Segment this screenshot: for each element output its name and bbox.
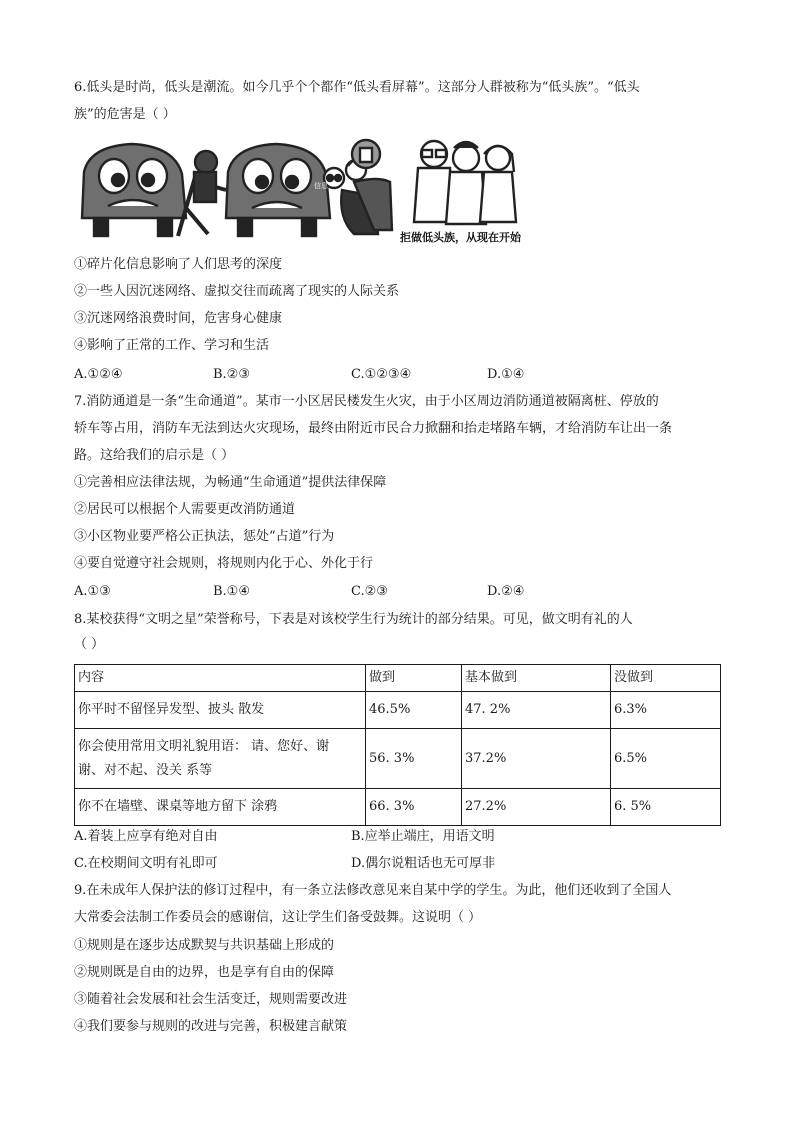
q7-option-c[interactable]: C.②③ [351, 584, 388, 599]
q7-statement-2: ②居民可以根据个人需要更改消防通道 [74, 502, 296, 517]
header-mostly-done: 基本做到 [462, 665, 611, 692]
q9-statement-3: ③随着社会发展和社会生活变迁，规则需要改进 [74, 992, 348, 1007]
q9-stem-line-1: 9.在未成年人保护法的修订过程中，有一条立法修改意见来自某中学的学生。为此，他们还收到了全国人 [74, 883, 672, 898]
q8-option-d[interactable]: D.偶尔说粗话也无可厚非 [351, 856, 496, 871]
phone-label: 信息 [314, 182, 328, 190]
q7-stem-line-2: 轿车等占用，消防车无法到达火灾现场，最终由附近市民合力掀翻和抬走堵路车辆，才给消防车让出一条 [74, 421, 673, 436]
q9-stem-line-2: 大常委会法制工作委员会的感谢信，这让学生们备受鼓舞。这说明（ ） [74, 910, 482, 925]
table-row [75, 729, 721, 789]
q6-stem-line-1: 6.低头是时尚，低头是潮流。如今几乎个个都作“低头看屏幕”。这部分人群被称为“低头族”。“低头 [74, 80, 640, 95]
table-row [75, 692, 721, 729]
q9-statement-2: ②规则既是自由的边界，也是享有自由的保障 [74, 965, 335, 980]
behavior-stats-table [74, 664, 721, 826]
q8-stem-line-2: （ ） [74, 637, 105, 652]
row-content: 你不在墙壁、课桌等地方留下 涂鸦 [75, 789, 366, 826]
row-done: 66. 3% [366, 789, 462, 826]
row-content: 你平时不留怪异发型、披头 散发 [75, 692, 366, 729]
row-done: 56. 3% [366, 729, 462, 789]
q6-stem-line-2: 族”的危害是（ ） [74, 107, 176, 122]
row-mostly-done: 37.2% [462, 729, 611, 789]
q7-option-d[interactable]: D.②④ [487, 584, 525, 599]
cartoon-caption: 拒做低头族，从现在开始 [400, 231, 521, 244]
q8-options-row-1 [74, 828, 724, 846]
q9-statement-1: ①规则是在逐步达成默契与共识基础上形成的 [74, 938, 335, 953]
q6-statement-4: ④影响了正常的工作、学习和生活 [74, 338, 270, 353]
q6-option-c[interactable]: C.①②③④ [351, 367, 412, 382]
header-done: 做到 [366, 665, 462, 692]
q8-option-b[interactable]: B.应举止端庄，用语文明 [351, 829, 495, 844]
q7-statement-4: ④要自觉遵守社会规则，将规则内化于心、外化于行 [74, 556, 374, 571]
row-mostly-done: 27.2% [462, 789, 611, 826]
row-not-done: 6. 5% [611, 789, 721, 826]
q8-option-c[interactable]: C.在校期间文明有礼即可 [74, 856, 218, 871]
q6-options [74, 366, 724, 384]
row-mostly-done: 47. 2% [462, 692, 611, 729]
q7-options [74, 583, 724, 601]
q7-statement-3: ③小区物业要严格公正执法，惩处“占道”行为 [74, 529, 335, 544]
q7-stem-line-1: 7.消防通道是一条“生命通道”。某市一小区居民楼发生火灾，由于小区周边消防通道被隔离桩、停放的 [74, 394, 659, 409]
header-not-done: 没做到 [611, 665, 721, 692]
row-not-done: 6.5% [611, 729, 721, 789]
q6-statement-3: ③沉迷网络浪费时间，危害身心健康 [74, 311, 283, 326]
q7-option-b[interactable]: B.①④ [213, 584, 250, 599]
q6-option-a[interactable]: A.①②④ [74, 367, 123, 382]
q6-option-b[interactable]: B.②③ [213, 367, 250, 382]
q8-stem-line-1: 8.某校获得“文明之星”荣誉称号，下表是对该校学生行为统计的部分结果。可见，做文明有礼的人 [74, 612, 633, 627]
q6-option-d[interactable]: D.①④ [487, 367, 525, 382]
q8-option-a[interactable]: A.着装上应享有绝对自由 [74, 829, 218, 844]
q6-statement-2: ②一些人因沉迷网络、虚拟交往而疏离了现实的人际关系 [74, 284, 400, 299]
q9-statement-4: ④我们要参与规则的改进与完善，积极建言献策 [74, 1019, 348, 1034]
low-head-cartoon [78, 138, 548, 244]
table-header-row [75, 665, 721, 692]
row-not-done: 6.3% [611, 692, 721, 729]
row-done: 46.5% [366, 692, 462, 729]
table-row [75, 789, 721, 826]
q7-statement-1: ①完善相应法律法规，为畅通“生命通道”提供法律保障 [74, 475, 387, 490]
q7-stem-line-3: 路。这给我们的启示是（ ） [74, 448, 235, 463]
header-content: 内容 [75, 665, 366, 692]
q8-options-row-2 [74, 855, 724, 873]
q6-statement-1: ①碎片化信息影响了人们思考的深度 [74, 257, 283, 272]
q7-option-a[interactable]: A.①③ [74, 584, 111, 599]
row-content: 你会使用常用文明礼貌用语： 请、您好、谢 谢、对不起、没关 系等 [75, 729, 366, 789]
